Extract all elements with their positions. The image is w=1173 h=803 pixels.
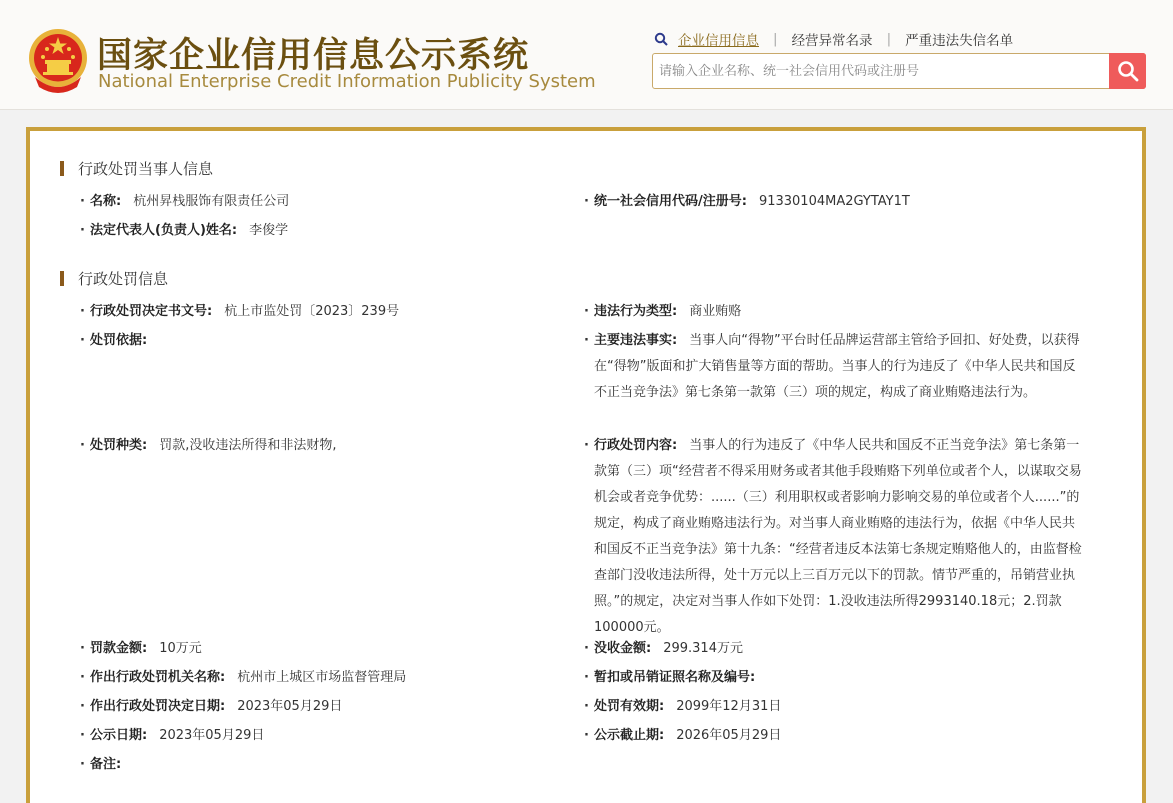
section-title: 行政处罚当事人信息	[78, 160, 214, 178]
field-value: 杭州昇栈服饰有限责任公司	[133, 194, 290, 209]
field-label: 处罚依据:	[90, 333, 148, 348]
field-legal-rep: · 法定代表人(负责人)姓名: 李俊学	[80, 223, 289, 238]
field-label: 主要违法事实:	[594, 333, 678, 348]
field-label: 罚款金额:	[90, 641, 148, 656]
field-value: 罚款,没收违法所得和非法财物,	[159, 438, 337, 453]
search-icon	[1117, 60, 1139, 82]
field-label: 作出行政处罚决定日期:	[90, 699, 226, 714]
field-confiscation: · 没收金额: 299.314万元	[584, 641, 743, 656]
field-value: 当事人向“得物”平台时任品牌运营部主管给予回扣、好处费，以获得在“得物”版面和扩大销售量等方面的帮助。当事人的行为违反了《中华人民共和国反不正当竞争法》第七条第一款第（三）项的规定，构成了商业贿赂违法行为。	[594, 333, 1080, 400]
field-decision-no: · 行政处罚决定书文号: 杭上市监处罚〔2023〕239号	[80, 304, 400, 319]
section-title: 行政处罚信息	[78, 270, 169, 288]
field-value: 杭上市监处罚〔2023〕239号	[224, 304, 400, 319]
nav-link-serious-violation-list[interactable]: 严重违法失信名单	[905, 33, 1014, 49]
search-box	[652, 53, 1146, 89]
section-party-info	[60, 158, 213, 179]
field-label: 法定代表人(负责人)姓名:	[90, 223, 238, 238]
field-label: 备注:	[90, 757, 122, 772]
field-license: · 暂扣或吊销证照名称及编号:	[584, 670, 756, 685]
field-fine: · 罚款金额: 10万元	[80, 641, 202, 656]
field-label: 公示日期:	[90, 728, 148, 743]
field-label: 名称:	[90, 194, 122, 209]
nav-separator: |	[886, 31, 892, 47]
field-value: 10万元	[159, 641, 202, 656]
content-panel	[26, 127, 1146, 803]
field-validity: · 处罚有效期: 2099年12月31日	[584, 699, 782, 714]
section-penalty-info	[60, 268, 168, 289]
nav-link-enterprise-credit[interactable]: 企业信用信息	[678, 33, 759, 49]
field-authority: · 作出行政处罚机关名称: 杭州市上城区市场监督管理局	[80, 670, 407, 685]
field-publish-end: · 公示截止期: 2026年05月29日	[584, 728, 782, 743]
field-label: 行政处罚决定书文号:	[90, 304, 213, 319]
field-value: 李俊学	[249, 223, 289, 238]
field-value: 2023年05月29日	[159, 728, 265, 743]
field-value: 杭州市上城区市场监督管理局	[237, 670, 407, 685]
site-title-cn: 国家企业信用信息公示系统	[97, 36, 530, 76]
search-button[interactable]	[1109, 53, 1146, 89]
nav-separator: |	[773, 31, 778, 47]
search-icon	[654, 32, 668, 46]
site-title-en: National Enterprise Credit Information Publicity System	[98, 71, 596, 92]
field-remark: · 备注:	[80, 757, 122, 772]
field-label: 暂扣或吊销证照名称及编号:	[594, 670, 756, 685]
field-label: 没收金额:	[594, 641, 652, 656]
field-label: 统一社会信用代码/注册号:	[594, 194, 747, 209]
field-penalty-content: · 行政处罚内容: 当事人的行为违反了《中华人民共和国反不正当竞争法》第七条第一款第（三）项“经营者不得采用财务或者其他手段贿赂下列单位或者个人，以谋取交易机会或者竞争优势：......（三）利用职权或者影响力影响交易的单位或者个人......”的规定，构成了商业贿赂违法行为。对当事人商业贿赂的违法行为，依据《中华人民共和国反不正当竞争法》第十九条：“经营者违反本法第七条规定贿赂他人的，由监督检查部门没收违法所得，处十万元以上三百万元以下的罚款。情节严重的，吊销营业执照。”的规定，决定对当事人作如下处罚：1.没收违法所得2993140.18元；2.罚款100000元。	[584, 438, 1082, 635]
field-value: 商业贿赂	[689, 304, 742, 319]
field-value: 2023年05月29日	[237, 699, 343, 714]
field-label: 作出行政处罚机关名称:	[90, 670, 226, 685]
site-header	[0, 0, 1173, 110]
field-publish-date: · 公示日期: 2023年05月29日	[80, 728, 265, 743]
field-value: 91330104MA2GYTAY1T	[758, 194, 910, 209]
field-decision-date: · 作出行政处罚决定日期: 2023年05月29日	[80, 699, 343, 714]
field-label: 公示截止期:	[594, 728, 665, 743]
field-main-facts: · 主要违法事实: 当事人向“得物”平台时任品牌运营部主管给予回扣、好处费，以获得在“得物”版面和扩大销售量等方面的帮助。当事人的行为违反了《中华人民共和国反不正当竞争法》第七条第一款第（三）项的规定，构成了商业贿赂违法行为。	[584, 333, 1080, 400]
national-emblem-icon	[27, 27, 89, 93]
section-bar	[60, 271, 64, 286]
field-value: 2099年12月31日	[676, 699, 782, 714]
field-basis: · 处罚依据:	[80, 333, 148, 348]
top-nav	[654, 30, 1013, 48]
field-value: 299.314万元	[663, 641, 743, 656]
field-label: 行政处罚内容:	[594, 438, 678, 453]
field-label: 处罚种类:	[90, 438, 148, 453]
search-input[interactable]	[653, 54, 1109, 88]
nav-link-abnormal-list[interactable]: 经营异常名录	[791, 33, 873, 49]
field-value: 2026年05月29日	[676, 728, 782, 743]
field-label: 处罚有效期:	[594, 699, 665, 714]
field-label: 违法行为类型:	[594, 304, 678, 319]
field-penalty-type: · 处罚种类: 罚款,没收违法所得和非法财物,	[80, 438, 337, 453]
field-value: 当事人的行为违反了《中华人民共和国反不正当竞争法》第七条第一款第（三）项“经营者不得采用财务或者其他手段贿赂下列单位或者个人，以谋取交易机会或者竞争优势：......（三）利用职权或者影响力影响交易的单位或者个人......”的规定，构成了商业贿赂违法行为。对当事人商业贿赂的违法行为，依据《中华人民共和国反不正当竞争法》第十九条：“经营者违反本法第七条规定贿赂他人的，由监督检查部门没收违法所得，处十万元以上三百万元以下的罚款。情节严重的，吊销营业执照。”的规定，决定对当事人作如下处罚：1.没收违法所得2993140.18元；2.罚款100000元。	[594, 438, 1082, 635]
section-bar	[60, 161, 64, 176]
field-name: · 名称: 杭州昇栈服饰有限责任公司	[80, 194, 290, 209]
field-violation-type: · 违法行为类型: 商业贿赂	[584, 304, 742, 319]
field-credit-code: · 统一社会信用代码/注册号: 91330104MA2GYTAY1T	[584, 194, 910, 209]
